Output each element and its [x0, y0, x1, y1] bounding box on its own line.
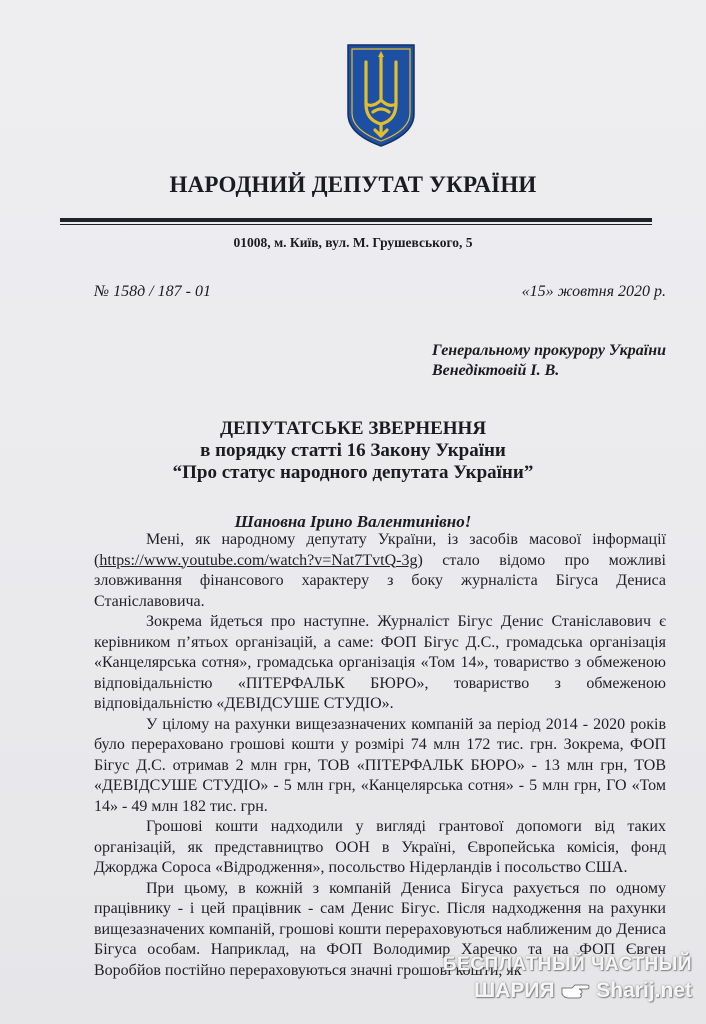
addressee-block: [432, 341, 666, 381]
watermark-line-2: [443, 978, 692, 1004]
header-divider-thick: [60, 218, 652, 222]
header-address: 01008, м. Київ, вул. М. Грушевського, 5: [233, 235, 473, 250]
paragraph-2: Зокрема йдеться про наступне. Журналіст Бігус Денис Станіславович є керівником п’ятьох організацій, а саме: ФОП Бігус Д.С., громадська організація «Канцелярська сотня», громадська організація «Том 14», товариство з обмеженою відповідальністю «ПІТЕРФАЛЬК БЮРО», товариство з обмеженою відповідальністю «ДЕВІДСУШЕ СТУДІО».: [94, 613, 666, 712]
document-title-line-3: “Про статус народного депутата України”: [172, 462, 534, 483]
reference-date: «15» жовтня 2020 р.: [521, 283, 666, 300]
document-title: [0, 418, 706, 484]
paragraph-4: Грошові кошти надходили у вигляді грантової допомоги від таких організацій, як представництво ООН в Україні, Європейська комісія, фонд Джорджа Сороса «Відродження», посольство Нідерландів і посольство США.: [94, 818, 666, 876]
youtube-link[interactable]: https://www.youtube.com/watch?v=Nat7TvtQ-3g: [99, 551, 418, 569]
paragraph-1-end: ) стало відомо про можливі зловживання фінансового характеру з боку журналіста Бігуса Дениса Станіславовича.: [94, 551, 666, 610]
salutation: Шановна Ірино Валентинівно!: [234, 512, 472, 531]
paragraph-3: У цілому на рахунки вищезазначених компаній за період 2014 - 2020 років було перераховано грошові кошти у розмірі 74 млн 172 тис. грн. Зокрема, ФОП Бігус Д.С. отримав 2 млн грн, ТОВ «ПІТЕРФАЛЬК БЮРО» - 13 млн грн, ТОВ «ДЕВІДСУШЕ СТУДІО» - 5 млн грн, «Канцелярська сотня» - 5 млн грн, ГО «Том 14» - 49 млн 182 тис. грн.: [94, 715, 666, 815]
watermark-line-1: БЕСПЛАТНЫЙ ЧАСТНЫЙ: [442, 954, 692, 975]
paragraph-1: [94, 530, 666, 612]
letter-body: [94, 530, 666, 981]
paragraph-5: При цьому, в кожній з компаній Дениса Бігуса рахується по одному працівнику - і цей працівник - сам Денис Бігус. Після надходження на рахунки вищезазначених компаній, грошові кошти перераховуються наближеним до Дениса Бігуса особам. Наприклад, на ФОП Володимир Харечко та на ФОП Євген Воробйов постійно перераховуються значні грошові кошти, як: [94, 879, 666, 979]
addressee-line-2: Венедіктовій І. В.: [432, 362, 560, 379]
document-title-line-2: в порядку статті 16 Закону України: [200, 440, 506, 461]
watermark-line-2-right: Sharij.net: [596, 979, 692, 1002]
header-title: НАРОДНИЙ ДЕПУТАТ УКРАЇНИ: [169, 172, 537, 197]
watermark-line-2-left: ШАРИЯ: [474, 979, 555, 1002]
header-divider-thin: [60, 224, 652, 225]
pointing-hand-icon: [560, 983, 590, 999]
paragraph-1-start: Мені, як народному депутату України, із засобів масової інформації (: [94, 531, 666, 569]
watermark: [443, 952, 692, 1004]
addressee-line-1: Генеральному прокурору України: [432, 342, 666, 359]
reference-number: № 158д / 187 - 01: [94, 283, 211, 300]
trident-coat-of-arms-icon: [345, 42, 417, 148]
document-title-line-1: ДЕПУТАТСЬКЕ ЗВЕРНЕННЯ: [219, 418, 487, 439]
